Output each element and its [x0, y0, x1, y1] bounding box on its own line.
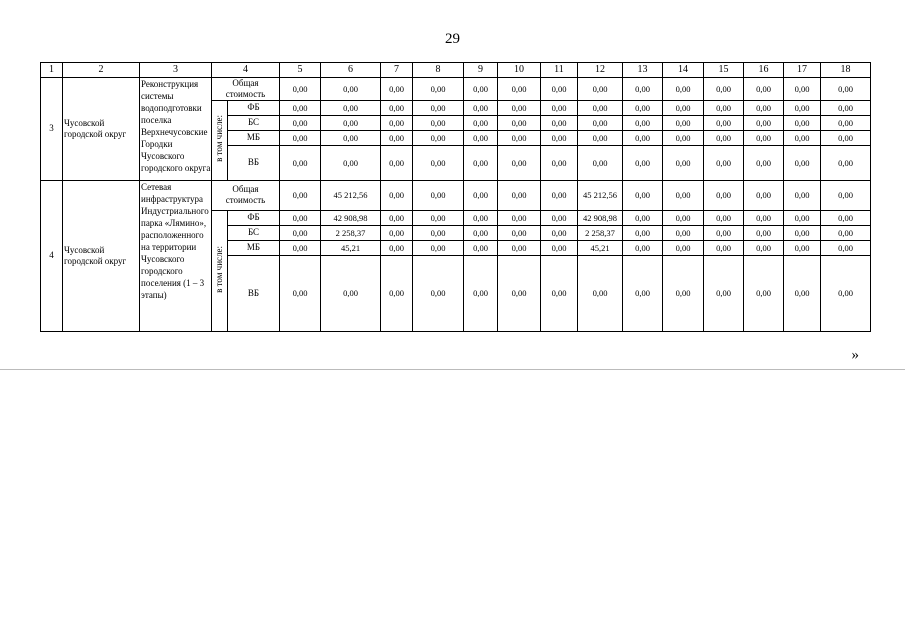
value-cell: 0,00 — [541, 115, 578, 130]
value-cell: 0,00 — [784, 180, 821, 210]
value-cell: 0,00 — [381, 255, 413, 331]
value-cell: 0,00 — [498, 180, 541, 210]
value-cell: 0,00 — [704, 180, 744, 210]
value-cell: 0,00 — [541, 78, 578, 101]
column-number: 18 — [821, 63, 871, 78]
value-cell: 0,00 — [663, 180, 704, 210]
page-separator — [0, 369, 905, 370]
value-cell: 0,00 — [464, 100, 498, 115]
value-cell: 0,00 — [578, 100, 623, 115]
value-cell: 0,00 — [623, 225, 663, 240]
value-cell: 0,00 — [413, 115, 464, 130]
value-cell: 2 258,37 — [321, 225, 381, 240]
value-cell: 45,21 — [321, 240, 381, 255]
value-cell: 0,00 — [413, 225, 464, 240]
row-number: 3 — [41, 78, 63, 181]
total-label: Общая стоимость — [212, 78, 280, 101]
value-cell: 0,00 — [381, 225, 413, 240]
value-cell: 0,00 — [784, 78, 821, 101]
column-number: 15 — [704, 63, 744, 78]
value-cell: 0,00 — [704, 78, 744, 101]
value-cell: 42 908,98 — [321, 210, 381, 225]
value-cell: 0,00 — [623, 78, 663, 101]
value-cell: 0,00 — [821, 225, 871, 240]
funding-source: БС — [228, 115, 280, 130]
value-cell: 0,00 — [498, 255, 541, 331]
value-cell: 0,00 — [821, 255, 871, 331]
value-cell: 0,00 — [821, 180, 871, 210]
page-number: 29 — [445, 31, 460, 47]
value-cell: 0,00 — [704, 255, 744, 331]
value-cell: 0,00 — [381, 115, 413, 130]
funding-source: БС — [228, 225, 280, 240]
district-cell: Чусовской городской округ — [63, 78, 140, 181]
value-cell: 0,00 — [704, 225, 744, 240]
value-cell: 0,00 — [321, 255, 381, 331]
value-cell: 0,00 — [381, 210, 413, 225]
column-number: 8 — [413, 63, 464, 78]
column-number: 11 — [541, 63, 578, 78]
value-cell: 0,00 — [663, 225, 704, 240]
value-cell: 0,00 — [744, 130, 784, 145]
value-cell: 0,00 — [744, 100, 784, 115]
value-cell: 0,00 — [784, 210, 821, 225]
value-cell: 0,00 — [744, 210, 784, 225]
value-cell: 0,00 — [578, 115, 623, 130]
funding-source: МБ — [228, 240, 280, 255]
value-cell: 0,00 — [321, 78, 381, 101]
funding-source: ФБ — [228, 210, 280, 225]
value-cell: 0,00 — [381, 145, 413, 180]
value-cell: 0,00 — [280, 180, 321, 210]
value-cell: 0,00 — [821, 130, 871, 145]
value-cell: 0,00 — [464, 180, 498, 210]
value-cell: 0,00 — [321, 115, 381, 130]
value-cell: 0,00 — [578, 78, 623, 101]
value-cell: 0,00 — [623, 130, 663, 145]
column-number: 13 — [623, 63, 663, 78]
value-cell: 0,00 — [464, 130, 498, 145]
funding-source: ВБ — [228, 145, 280, 180]
value-cell: 2 258,37 — [578, 225, 623, 240]
value-cell: 0,00 — [498, 145, 541, 180]
value-cell: 0,00 — [784, 145, 821, 180]
value-cell: 0,00 — [541, 210, 578, 225]
funding-source: МБ — [228, 130, 280, 145]
value-cell: 0,00 — [663, 210, 704, 225]
value-cell: 0,00 — [413, 255, 464, 331]
value-cell: 0,00 — [280, 78, 321, 101]
column-number: 6 — [321, 63, 381, 78]
total-label: Общая стоимость — [212, 180, 280, 210]
value-cell: 0,00 — [498, 78, 541, 101]
header-row — [41, 63, 871, 78]
budget-table — [40, 62, 871, 332]
value-cell: 0,00 — [784, 100, 821, 115]
value-cell: 0,00 — [381, 240, 413, 255]
value-cell: 0,00 — [578, 130, 623, 145]
value-cell: 0,00 — [280, 240, 321, 255]
value-cell: 0,00 — [541, 255, 578, 331]
value-cell: 0,00 — [464, 240, 498, 255]
column-number: 9 — [464, 63, 498, 78]
value-cell: 0,00 — [704, 130, 744, 145]
value-cell: 0,00 — [413, 240, 464, 255]
funding-source: ВБ — [228, 255, 280, 331]
value-cell: 0,00 — [464, 210, 498, 225]
value-cell: 45,21 — [578, 240, 623, 255]
value-cell: 0,00 — [541, 180, 578, 210]
value-cell: 0,00 — [821, 78, 871, 101]
value-cell: 0,00 — [464, 78, 498, 101]
funding-source: ФБ — [228, 100, 280, 115]
value-cell: 0,00 — [541, 130, 578, 145]
including-label-cell — [212, 100, 228, 180]
value-cell: 0,00 — [280, 255, 321, 331]
object-name-cell: Реконструкция системы водоподготовки поселка Верхнечусовские Городки Чусовского городского округа — [140, 78, 212, 181]
value-cell: 0,00 — [663, 115, 704, 130]
value-cell: 0,00 — [663, 145, 704, 180]
value-cell: 0,00 — [413, 180, 464, 210]
value-cell: 0,00 — [381, 78, 413, 101]
value-cell: 0,00 — [578, 255, 623, 331]
value-cell: 0,00 — [413, 210, 464, 225]
value-cell: 0,00 — [744, 240, 784, 255]
value-cell: 0,00 — [663, 240, 704, 255]
value-cell: 0,00 — [413, 100, 464, 115]
value-cell: 0,00 — [663, 130, 704, 145]
value-cell: 0,00 — [498, 240, 541, 255]
value-cell: 0,00 — [381, 180, 413, 210]
column-number: 10 — [498, 63, 541, 78]
column-number: 2 — [63, 63, 140, 78]
value-cell: 0,00 — [623, 210, 663, 225]
value-cell: 0,00 — [744, 255, 784, 331]
value-cell: 45 212,56 — [321, 180, 381, 210]
value-cell: 0,00 — [663, 100, 704, 115]
including-label-cell — [212, 210, 228, 331]
value-cell: 0,00 — [541, 225, 578, 240]
value-cell: 0,00 — [498, 115, 541, 130]
value-cell: 0,00 — [541, 100, 578, 115]
value-cell: 0,00 — [381, 100, 413, 115]
value-cell: 0,00 — [464, 115, 498, 130]
value-cell: 0,00 — [498, 130, 541, 145]
including-label: в том числе: — [214, 115, 225, 163]
value-cell: 0,00 — [821, 210, 871, 225]
value-cell: 0,00 — [821, 100, 871, 115]
value-cell: 0,00 — [623, 100, 663, 115]
table-row — [41, 180, 871, 210]
value-cell: 0,00 — [413, 145, 464, 180]
value-cell: 0,00 — [464, 145, 498, 180]
value-cell: 0,00 — [413, 130, 464, 145]
value-cell: 0,00 — [280, 210, 321, 225]
value-cell: 0,00 — [623, 145, 663, 180]
value-cell: 0,00 — [784, 240, 821, 255]
value-cell: 0,00 — [280, 130, 321, 145]
value-cell: 0,00 — [821, 115, 871, 130]
closing-quote: » — [851, 347, 859, 363]
value-cell: 0,00 — [464, 225, 498, 240]
value-cell: 0,00 — [784, 130, 821, 145]
column-number: 1 — [41, 63, 63, 78]
value-cell: 0,00 — [498, 225, 541, 240]
value-cell: 0,00 — [821, 240, 871, 255]
value-cell: 0,00 — [704, 240, 744, 255]
value-cell: 0,00 — [704, 145, 744, 180]
value-cell: 0,00 — [623, 255, 663, 331]
column-number: 17 — [784, 63, 821, 78]
value-cell: 0,00 — [744, 225, 784, 240]
value-cell: 0,00 — [744, 78, 784, 101]
column-number: 14 — [663, 63, 704, 78]
value-cell: 0,00 — [784, 225, 821, 240]
table-row — [41, 78, 871, 101]
value-cell: 0,00 — [280, 225, 321, 240]
value-cell: 0,00 — [280, 100, 321, 115]
object-name-cell: Сетевая инфраструктура Индустриального парка «Лямино», расположенного на территории Чусовского городского поселения (1 – 3 этапы) — [140, 180, 212, 331]
value-cell: 0,00 — [623, 240, 663, 255]
value-cell: 0,00 — [464, 255, 498, 331]
including-label: в том числе: — [214, 245, 225, 293]
value-cell: 0,00 — [623, 180, 663, 210]
value-cell: 45 212,56 — [578, 180, 623, 210]
district-cell: Чусовской городской округ — [63, 180, 140, 331]
value-cell: 0,00 — [498, 100, 541, 115]
column-number: 12 — [578, 63, 623, 78]
value-cell: 0,00 — [821, 145, 871, 180]
column-number: 16 — [744, 63, 784, 78]
row-number: 4 — [41, 180, 63, 331]
column-number: 3 — [140, 63, 212, 78]
value-cell: 0,00 — [413, 78, 464, 101]
value-cell: 0,00 — [784, 115, 821, 130]
value-cell: 0,00 — [578, 145, 623, 180]
value-cell: 0,00 — [321, 130, 381, 145]
value-cell: 0,00 — [623, 115, 663, 130]
value-cell: 0,00 — [784, 255, 821, 331]
value-cell: 0,00 — [321, 145, 381, 180]
column-number: 4 — [212, 63, 280, 78]
value-cell: 0,00 — [744, 145, 784, 180]
value-cell: 0,00 — [704, 210, 744, 225]
value-cell: 0,00 — [704, 115, 744, 130]
value-cell: 0,00 — [704, 100, 744, 115]
value-cell: 0,00 — [541, 145, 578, 180]
value-cell: 0,00 — [541, 240, 578, 255]
value-cell: 0,00 — [280, 115, 321, 130]
value-cell: 0,00 — [744, 180, 784, 210]
value-cell: 42 908,98 — [578, 210, 623, 225]
value-cell: 0,00 — [663, 78, 704, 101]
value-cell: 0,00 — [663, 255, 704, 331]
value-cell: 0,00 — [381, 130, 413, 145]
value-cell: 0,00 — [498, 210, 541, 225]
value-cell: 0,00 — [744, 115, 784, 130]
column-number: 7 — [381, 63, 413, 78]
column-number: 5 — [280, 63, 321, 78]
value-cell: 0,00 — [321, 100, 381, 115]
value-cell: 0,00 — [280, 145, 321, 180]
